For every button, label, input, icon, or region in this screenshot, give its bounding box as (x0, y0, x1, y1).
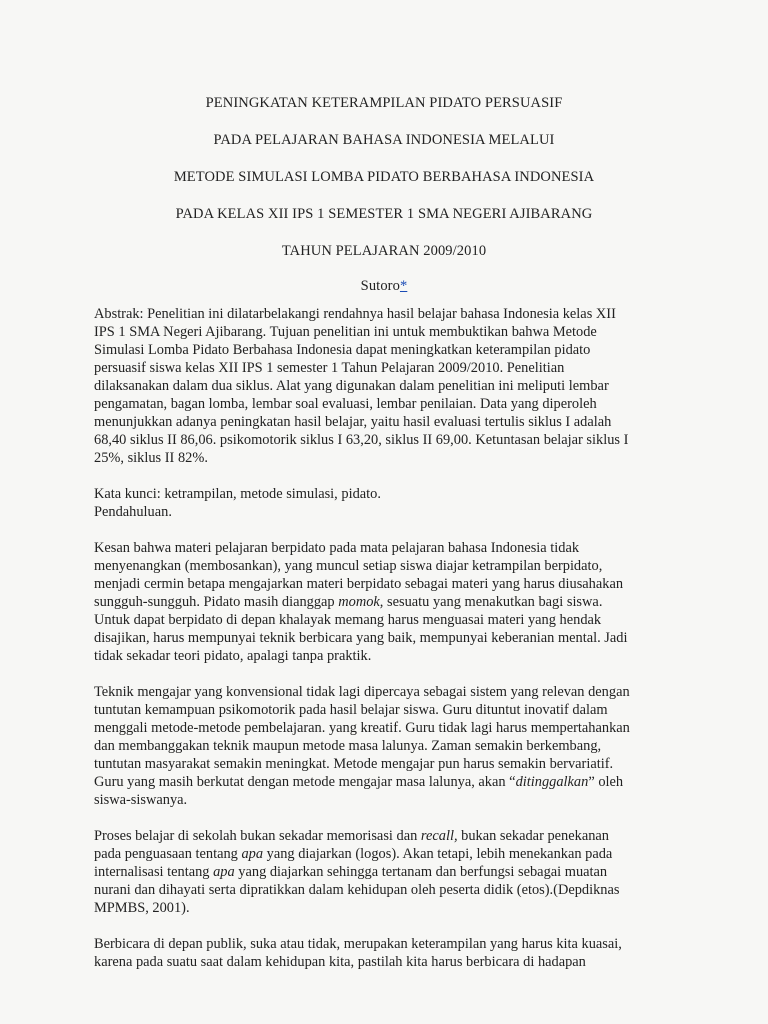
text-run: bukan sekadar penekanan (457, 828, 609, 844)
paragraph-3 (94, 827, 694, 917)
emphasis-text: momok, (338, 594, 384, 610)
paragraph-line: tidak sekadar teori pidato, apalagi tanpa praktik. (94, 648, 372, 664)
author-line (0, 278, 768, 298)
paragraph-line: MPMBS, 2001). (94, 900, 190, 916)
abstract-line: menunjukkan adanya peningkatan hasil belajar, yaitu hasil evaluasi tertulis siklus I adalah (94, 414, 612, 430)
text-run: sesuatu yang menakutkan bagi siswa. (383, 594, 603, 610)
title-line-5: TAHUN PELAJARAN 2009/2010 (281, 243, 487, 259)
abstract-line: Abstrak: Penelitian ini dilatarbelakangi rendahnya hasil belajar bahasa Indonesia kelas XII (94, 306, 616, 322)
paragraph-line: menjadi cermin betapa mengajarkan materi berpidato sebagai materi yang harus diusahakan (94, 576, 624, 592)
paragraph-line: nurani dan dihayati serta dipratikkan dalam kehidupan oleh peserta didik (etos).(Depdiknas (94, 882, 620, 898)
abstract-line: pengamatan, bagan lomba, lembar soal evaluasi, lembar penilaian. Data yang diperoleh (94, 396, 597, 412)
title-line-2: PADA PELAJARAN BAHASA INDONESIA MELALUI (213, 132, 555, 148)
abstract-line: persuasif siswa kelas XII IPS 1 semester 1 Tahun Pelajaran 2009/2010. Penelitian (94, 360, 565, 376)
text-run: Proses belajar di sekolah bukan sekadar memorisasi dan (94, 828, 421, 844)
paragraph-line: dan membanggakan teknik maupun metode masa lalunya. Zaman semakin berkembang, (94, 738, 602, 754)
paragraph-2 (94, 683, 694, 809)
paragraph-line: Untuk dapat berpidato di depan khalayak memang harus menguasai materi yang hendak (94, 612, 602, 628)
paragraph-line: Kesan bahwa materi pelajaran berpidato pada mata pelajaran bahasa Indonesia tidak (94, 540, 580, 556)
paragraph-line: karena pada suatu saat dalam kehidupan kita, pastilah kita harus berbicara di hadapan (94, 954, 586, 970)
title-block (0, 93, 768, 298)
paragraph-line: menyenangkan (membosankan), yang muncul setiap siswa diajar ketrampilan berpidato, (94, 558, 603, 574)
paragraph-line: menggali metode-metode pembelajaran. yang kreatif. Guru tidak lagi harus mempertahankan (94, 720, 630, 736)
title-line-1: PENINGKATAN KETERAMPILAN PIDATO PERSUASIF (205, 95, 563, 111)
abstract-paragraph (94, 305, 694, 467)
text-run: yang diajarkan sehingga tertanam dan berfungsi sebagai muatan (234, 864, 608, 880)
paragraph-line: Berbicara di depan publik, suka atau tidak, merupakan keterampilan yang harus kita kuasai, (94, 936, 622, 952)
keywords-line (94, 485, 694, 503)
text-run: sungguh-sungguh. Pidato masih dianggap (94, 594, 339, 610)
section-heading (94, 503, 694, 521)
abstract-line: dilaksanakan dalam dua siklus. Alat yang digunakan dalam penelitian ini meliputi lembar (94, 378, 609, 394)
text-run: ” oleh (588, 774, 624, 790)
text-run: Guru yang masih berkutat dengan metode mengajar masa lalunya, akan “ (94, 774, 516, 790)
paragraph-line: tuntutan kemampuan psikomotorik pada hasil belajar siswa. Guru dituntut inovatif dalam (94, 702, 608, 718)
paragraph-1 (94, 539, 694, 665)
emphasis-text: apa (213, 864, 235, 880)
author-name: Sutoro (360, 278, 400, 294)
abstract-line: 68,40 siklus II 86,06. psikomotorik siklus I 63,20, siklus II 69,00. Ketuntasan belajar siklus I (94, 432, 629, 448)
paragraph-line (94, 863, 694, 881)
document-body (94, 305, 694, 989)
paragraph-line: tuntutan masyarakat semakin meningkat. Metode mengajar pun harus semakin bervariatif. (94, 756, 614, 772)
text-run: internalisasi tentang (94, 864, 214, 880)
text-run: pada penguasaan tentang (94, 846, 242, 862)
emphasis-text: recall, (420, 828, 458, 844)
paragraph-line (94, 827, 694, 845)
paragraph-line (94, 773, 694, 791)
paragraph-4 (94, 935, 694, 971)
emphasis-text: apa (241, 846, 264, 862)
emphasis-text: ditinggalkan (515, 774, 589, 790)
title-line-4: PADA KELAS XII IPS 1 SEMESTER 1 SMA NEGERI AJIBARANG (175, 206, 593, 222)
keywords-text: Kata kunci: ketrampilan, metode simulasi, pidato. (94, 486, 381, 502)
abstract-line: IPS 1 SMA Negeri Ajibarang. Tujuan penelitian ini untuk membuktikan bahwa Metode (94, 324, 597, 340)
title-line-3: METODE SIMULASI LOMBA PIDATO BERBAHASA INDONESIA (173, 169, 595, 185)
paragraph-line: disajikan, harus mempunyai teknik berbicara yang baik, mempunyai keberanian mental. Jadi (94, 630, 628, 646)
paragraph-line (94, 845, 694, 863)
abstract-line: Simulasi Lomba Pidato Berbahasa Indonesia dapat meningkatkan keterampilan pidato (94, 342, 591, 358)
paragraph-line: siswa-siswanya. (94, 792, 188, 808)
paragraph-line (94, 593, 694, 611)
text-run: yang diajarkan (logos). Akan tetapi, lebih menekankan pada (263, 846, 613, 862)
section-heading-text: Pendahuluan. (94, 504, 172, 520)
author-footnote-link[interactable]: * (399, 278, 408, 294)
abstract-line: 25%, siklus II 82%. (94, 450, 208, 466)
paragraph-line: Teknik mengajar yang konvensional tidak lagi dipercaya sebagai sistem yang relevan dengan (94, 684, 630, 700)
